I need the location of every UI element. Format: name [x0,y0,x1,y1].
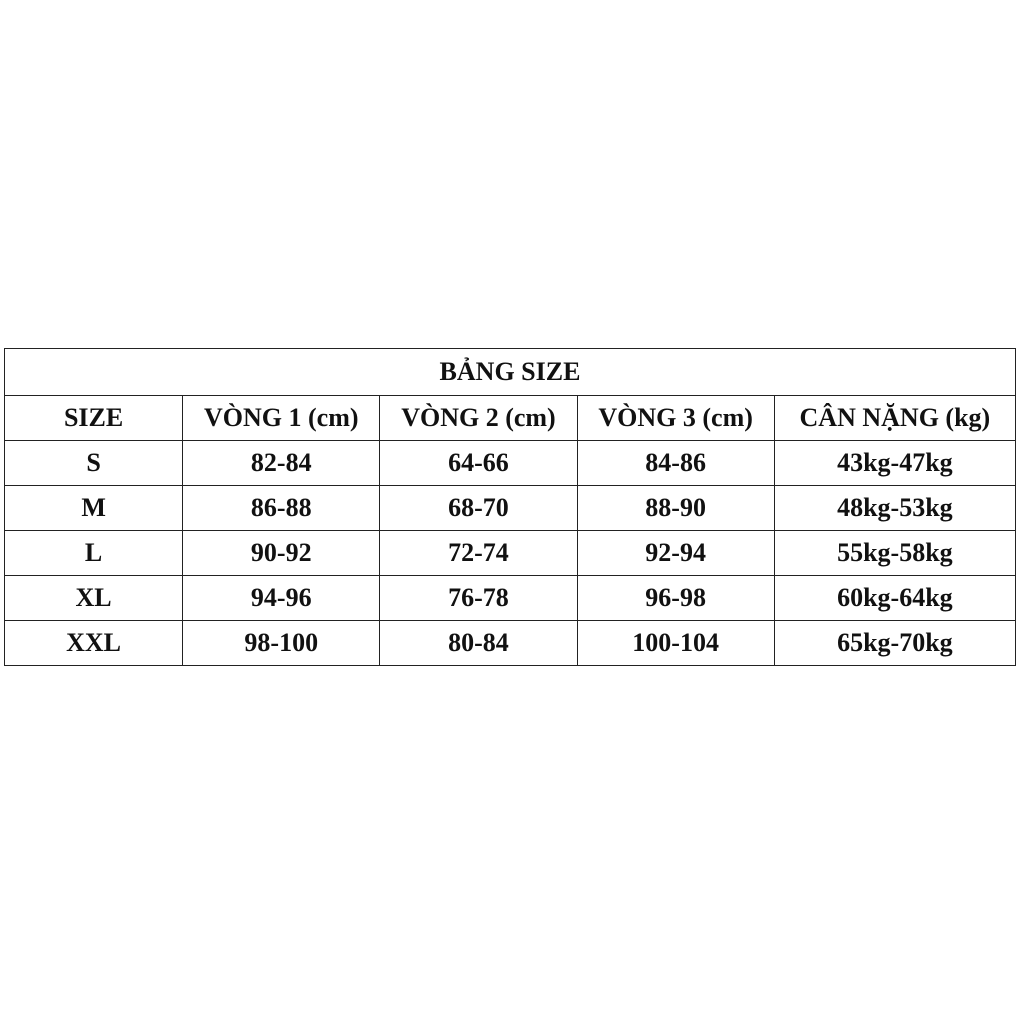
table-title: BẢNG SIZE [5,349,1016,396]
cell-size: XL [5,576,183,621]
cell-vong-1: 94-96 [183,576,380,621]
cell-vong-2: 64-66 [380,441,577,486]
cell-vong-3: 88-90 [577,486,774,531]
cell-vong-3: 92-94 [577,531,774,576]
cell-size: S [5,441,183,486]
cell-can-nang: 43kg-47kg [774,441,1015,486]
cell-size: M [5,486,183,531]
table-row [5,441,1016,486]
cell-size: L [5,531,183,576]
table-row [5,621,1016,666]
cell-vong-2: 72-74 [380,531,577,576]
cell-size: XXL [5,621,183,666]
cell-vong-3: 100-104 [577,621,774,666]
table-header-row [5,396,1016,441]
header-vong-3: VÒNG 3 (cm) [577,396,774,441]
cell-can-nang: 60kg-64kg [774,576,1015,621]
size-chart-table [4,348,1016,666]
header-vong-1: VÒNG 1 (cm) [183,396,380,441]
cell-vong-2: 68-70 [380,486,577,531]
table-row [5,486,1016,531]
cell-can-nang: 65kg-70kg [774,621,1015,666]
cell-vong-2: 80-84 [380,621,577,666]
header-size: SIZE [5,396,183,441]
header-vong-2: VÒNG 2 (cm) [380,396,577,441]
cell-can-nang: 55kg-58kg [774,531,1015,576]
cell-vong-1: 86-88 [183,486,380,531]
cell-vong-1: 82-84 [183,441,380,486]
cell-vong-3: 96-98 [577,576,774,621]
cell-vong-1: 98-100 [183,621,380,666]
table-title-row [5,349,1016,396]
cell-vong-3: 84-86 [577,441,774,486]
cell-vong-2: 76-78 [380,576,577,621]
table-row [5,531,1016,576]
header-can-nang: CÂN NẶNG (kg) [774,396,1015,441]
cell-vong-1: 90-92 [183,531,380,576]
cell-can-nang: 48kg-53kg [774,486,1015,531]
table-row [5,576,1016,621]
